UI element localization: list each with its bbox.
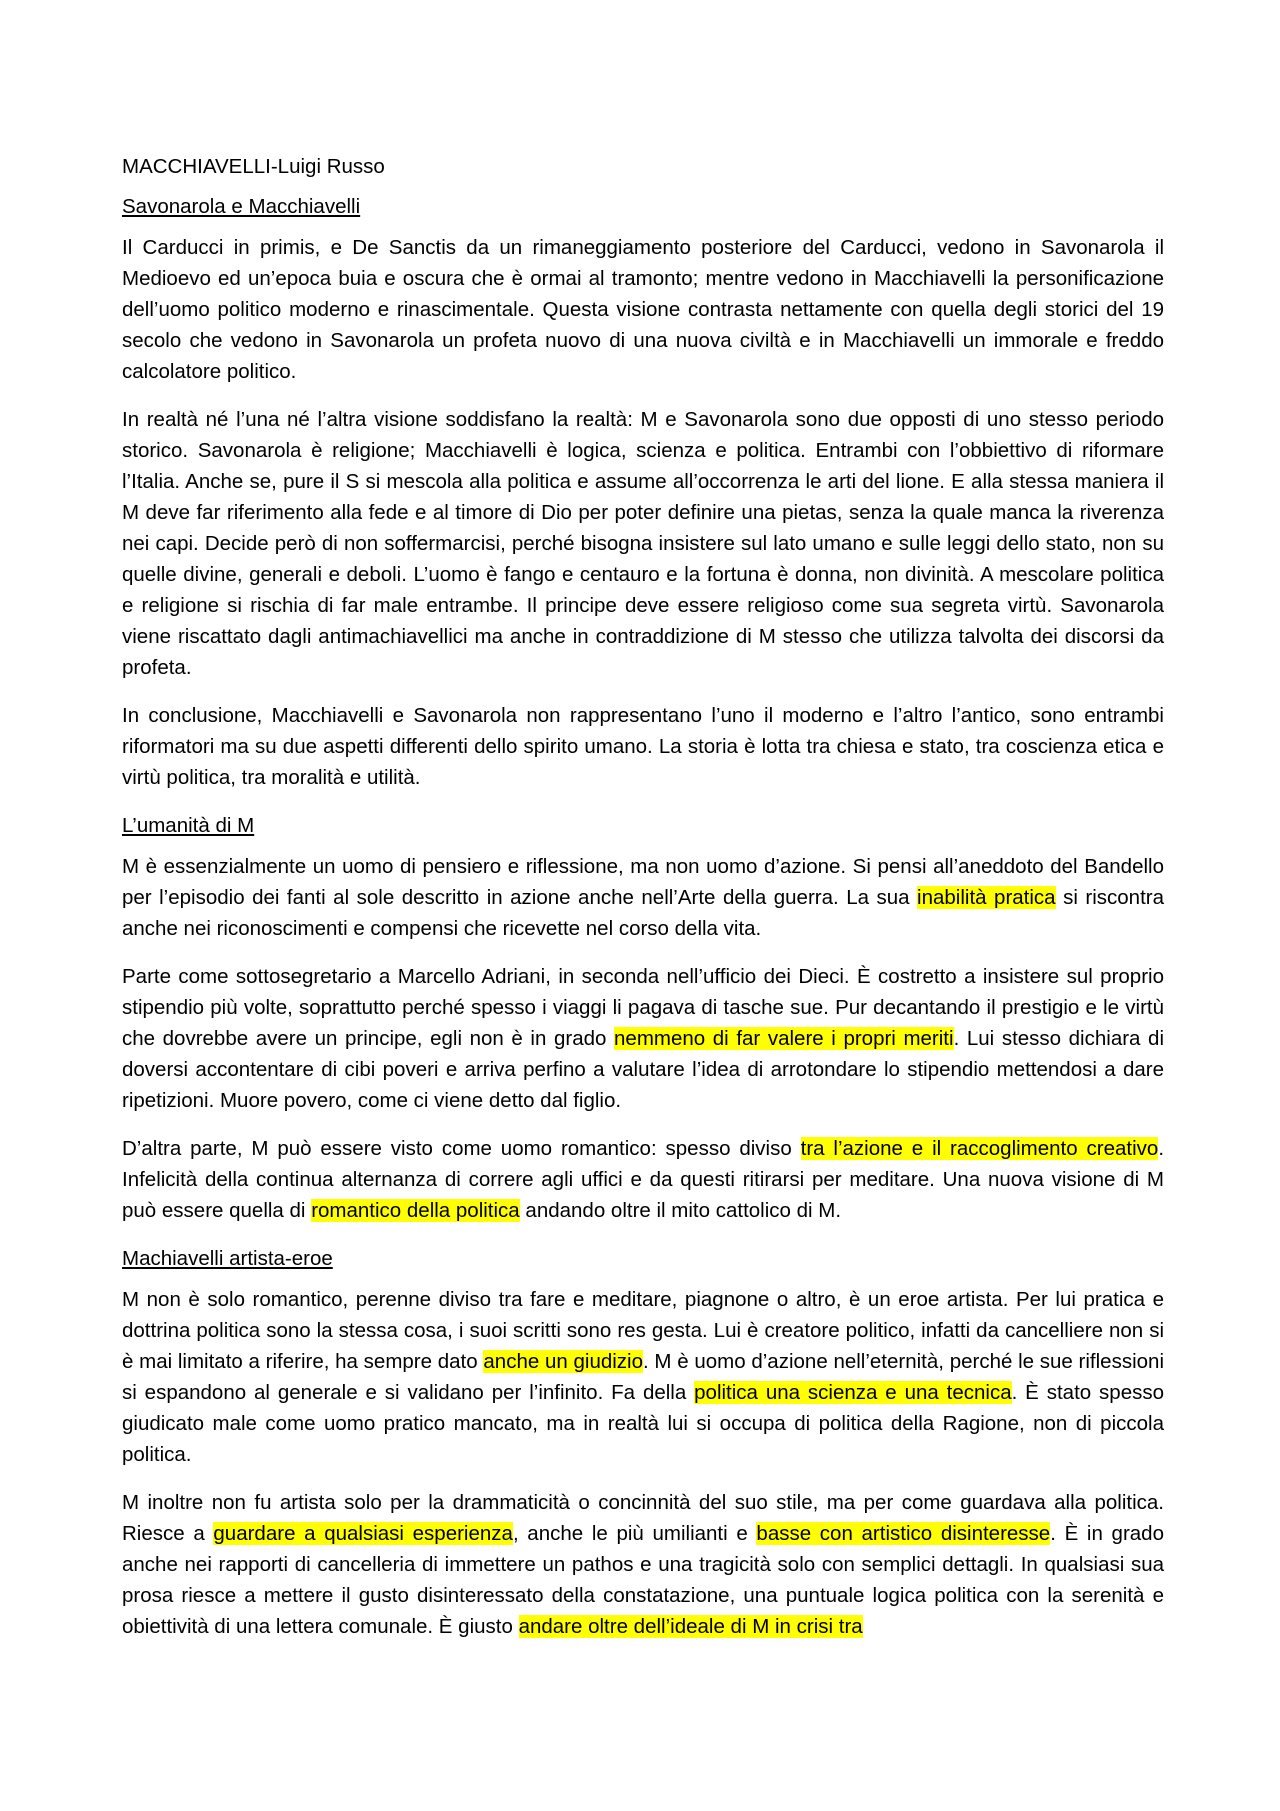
highlighted-text: romantico della politica bbox=[311, 1199, 520, 1222]
section-heading: Savonarola e Macchiavelli bbox=[122, 195, 361, 218]
paragraph bbox=[122, 232, 1164, 387]
text-run: , anche le più umilianti e bbox=[512, 1522, 757, 1545]
paragraph bbox=[122, 404, 1164, 683]
text-run: D’altra parte, M può essere visto come uomo romantico: spesso diviso bbox=[122, 1137, 801, 1160]
text-run: Il Carducci in primis, e De Sanctis da un rimaneggiamento posteriore del Carducci, vedono in Savonarola il Medioevo ed un’epoca buia e oscura che è ormai al tramonto; mentre vedono in Macchiavelli la personificazione dell’uomo politico moderno e rinascimentale. Questa visione contrasta nettamente con quella degli storici del 19 secolo che vedono in Savonarola un profeta nuovo di una nuova civiltà e in Macchiavelli un immorale e freddo calcolatore politico. bbox=[122, 236, 1164, 383]
highlighted-text: tra l’azione e il raccoglimento creativo bbox=[800, 1137, 1159, 1160]
text-run: In realtà né l’una né l’altra visione soddisfano la realtà: M e Savonarola sono due opposti di uno stesso periodo storico. Savonarola è religione; Macchiavelli è logica, scienza e politica. Entrambi con l’obbiettivo di riformare l’Italia. Anche se, pure il S si mescola alla politica e assume all’occorrenza le arti del lione. E alla stessa maniera il M deve far riferimento alla fede e al timore di Dio per poter definire una pietas, senza la quale manca la riverenza nei capi. Decide però di non soffermarcisi, perché bisogna insistere sul lato umano e sulle leggi dello stato, non su quelle divine, generali e deboli. L’uomo è fango e centauro e la fortuna è donna, non divinità. A mescolare politica e religione si rischia di far male entrambe. Il principe deve essere religioso come sua segreta virtù. Savonarola viene riscattato dagli antimachiavellici ma anche in contraddizione di M stesso che utilizza talvolta dei discorsi da profeta. bbox=[122, 408, 1164, 679]
text-run: M inoltre non fu artista solo per la drammaticità o concinnità del suo stile, ma per come guardava alla politica. Riesce a bbox=[122, 1491, 1164, 1545]
paragraph bbox=[122, 851, 1164, 944]
text-run: . È stato spesso giudicato male come uomo pratico mancato, ma in realtà lui si occupa di politica della Ragione, non di piccola politica. bbox=[122, 1381, 1165, 1466]
highlighted-text: inabilità pratica bbox=[917, 886, 1056, 909]
document-body bbox=[122, 151, 1164, 1659]
document-title: MACCHIAVELLI-Luigi Russo bbox=[122, 155, 385, 178]
text-run: M è essenzialmente un uomo di pensiero e riflessione, ma non uomo d’azione. Si pensi all’aneddoto del Bandello per l’episodio dei fanti al sole descritto in azione anche nell’Arte della guerra. La sua bbox=[122, 855, 1164, 909]
section-heading: Machiavelli artista-eroe bbox=[122, 1247, 333, 1270]
text-run: . Lui stesso dichiara di doversi accontentare di cibi poveri e arriva perfino a valutare l’idea di arrotondare lo stipendio mettendosi a dare ripetizioni. Muore povero, come ci viene detto dal figlio. bbox=[122, 1027, 1165, 1112]
text-run: . Infelicità della continua alternanza di correre agli uffici e da questi ritirarsi per meditare. Una nuova visione di M può essere quella di bbox=[122, 1137, 1165, 1222]
highlighted-text: anche un giudizio bbox=[483, 1350, 644, 1373]
text-run: . M è uomo d’azione nell’eternità, perché le sue riflessioni si espandono al generale e si validano per l’infinito. Fa della bbox=[122, 1350, 1164, 1404]
text-run: andando oltre il mito cattolico di M. bbox=[519, 1199, 842, 1222]
paragraph bbox=[122, 961, 1164, 1116]
highlighted-text: basse con artistico disinteresse bbox=[756, 1522, 1051, 1545]
paragraph bbox=[122, 1284, 1164, 1470]
paragraph bbox=[122, 700, 1164, 793]
document-sections bbox=[122, 191, 1164, 1642]
paragraph bbox=[122, 1133, 1164, 1226]
highlighted-text: politica una scienza e una tecnica bbox=[694, 1381, 1012, 1404]
text-run: In conclusione, Macchiavelli e Savonarola non rappresentano l’uno il moderno e l’altro l’antico, sono entrambi riformatori ma su due aspetti differenti dello spirito umano. La storia è lotta tra chiesa e stato, tra coscienza etica e virtù politica, tra moralità e utilità. bbox=[122, 704, 1164, 789]
highlighted-text: guardare a qualsiasi esperienza bbox=[213, 1522, 513, 1545]
highlighted-text: nemmeno di far valere i propri meriti bbox=[614, 1027, 954, 1050]
text-run: . È in grado anche nei rapporti di cancelleria di immettere un pathos e una tragicità solo con semplici dettagli. In qualsiasi sua prosa riesce a mettere il gusto disinteressato della constatazione, una puntuale logica politica con la serenità e obiettività di una lettera comunale. È giusto bbox=[122, 1522, 1164, 1638]
text-run: si riscontra anche nei riconoscimenti e compensi che ricevette nel corso della vita. bbox=[122, 886, 1164, 940]
text-run: Parte come sottosegretario a Marcello Adriani, in seconda nell’ufficio dei Dieci. È costretto a insistere sul proprio stipendio più volte, soprattutto perché spesso i viaggi li pagava di tasche sue. Pur decantando il prestigio e le virtù che dovrebbe avere un principe, egli non è in grado bbox=[122, 965, 1164, 1050]
text-run: M non è solo romantico, perenne diviso tra fare e meditare, piagnone o altro, è un eroe artista. Per lui pratica e dottrina politica sono la stessa cosa, i suoi scritti sono res gesta. Lui è creatore politico, infatti da cancelliere non si è mai limitato a riferire, ha sempre dato bbox=[122, 1288, 1164, 1373]
paragraph bbox=[122, 1487, 1164, 1642]
section-heading: L’umanità di M bbox=[122, 814, 255, 837]
highlighted-text: andare oltre dell’ideale di M in crisi tra bbox=[518, 1615, 863, 1638]
